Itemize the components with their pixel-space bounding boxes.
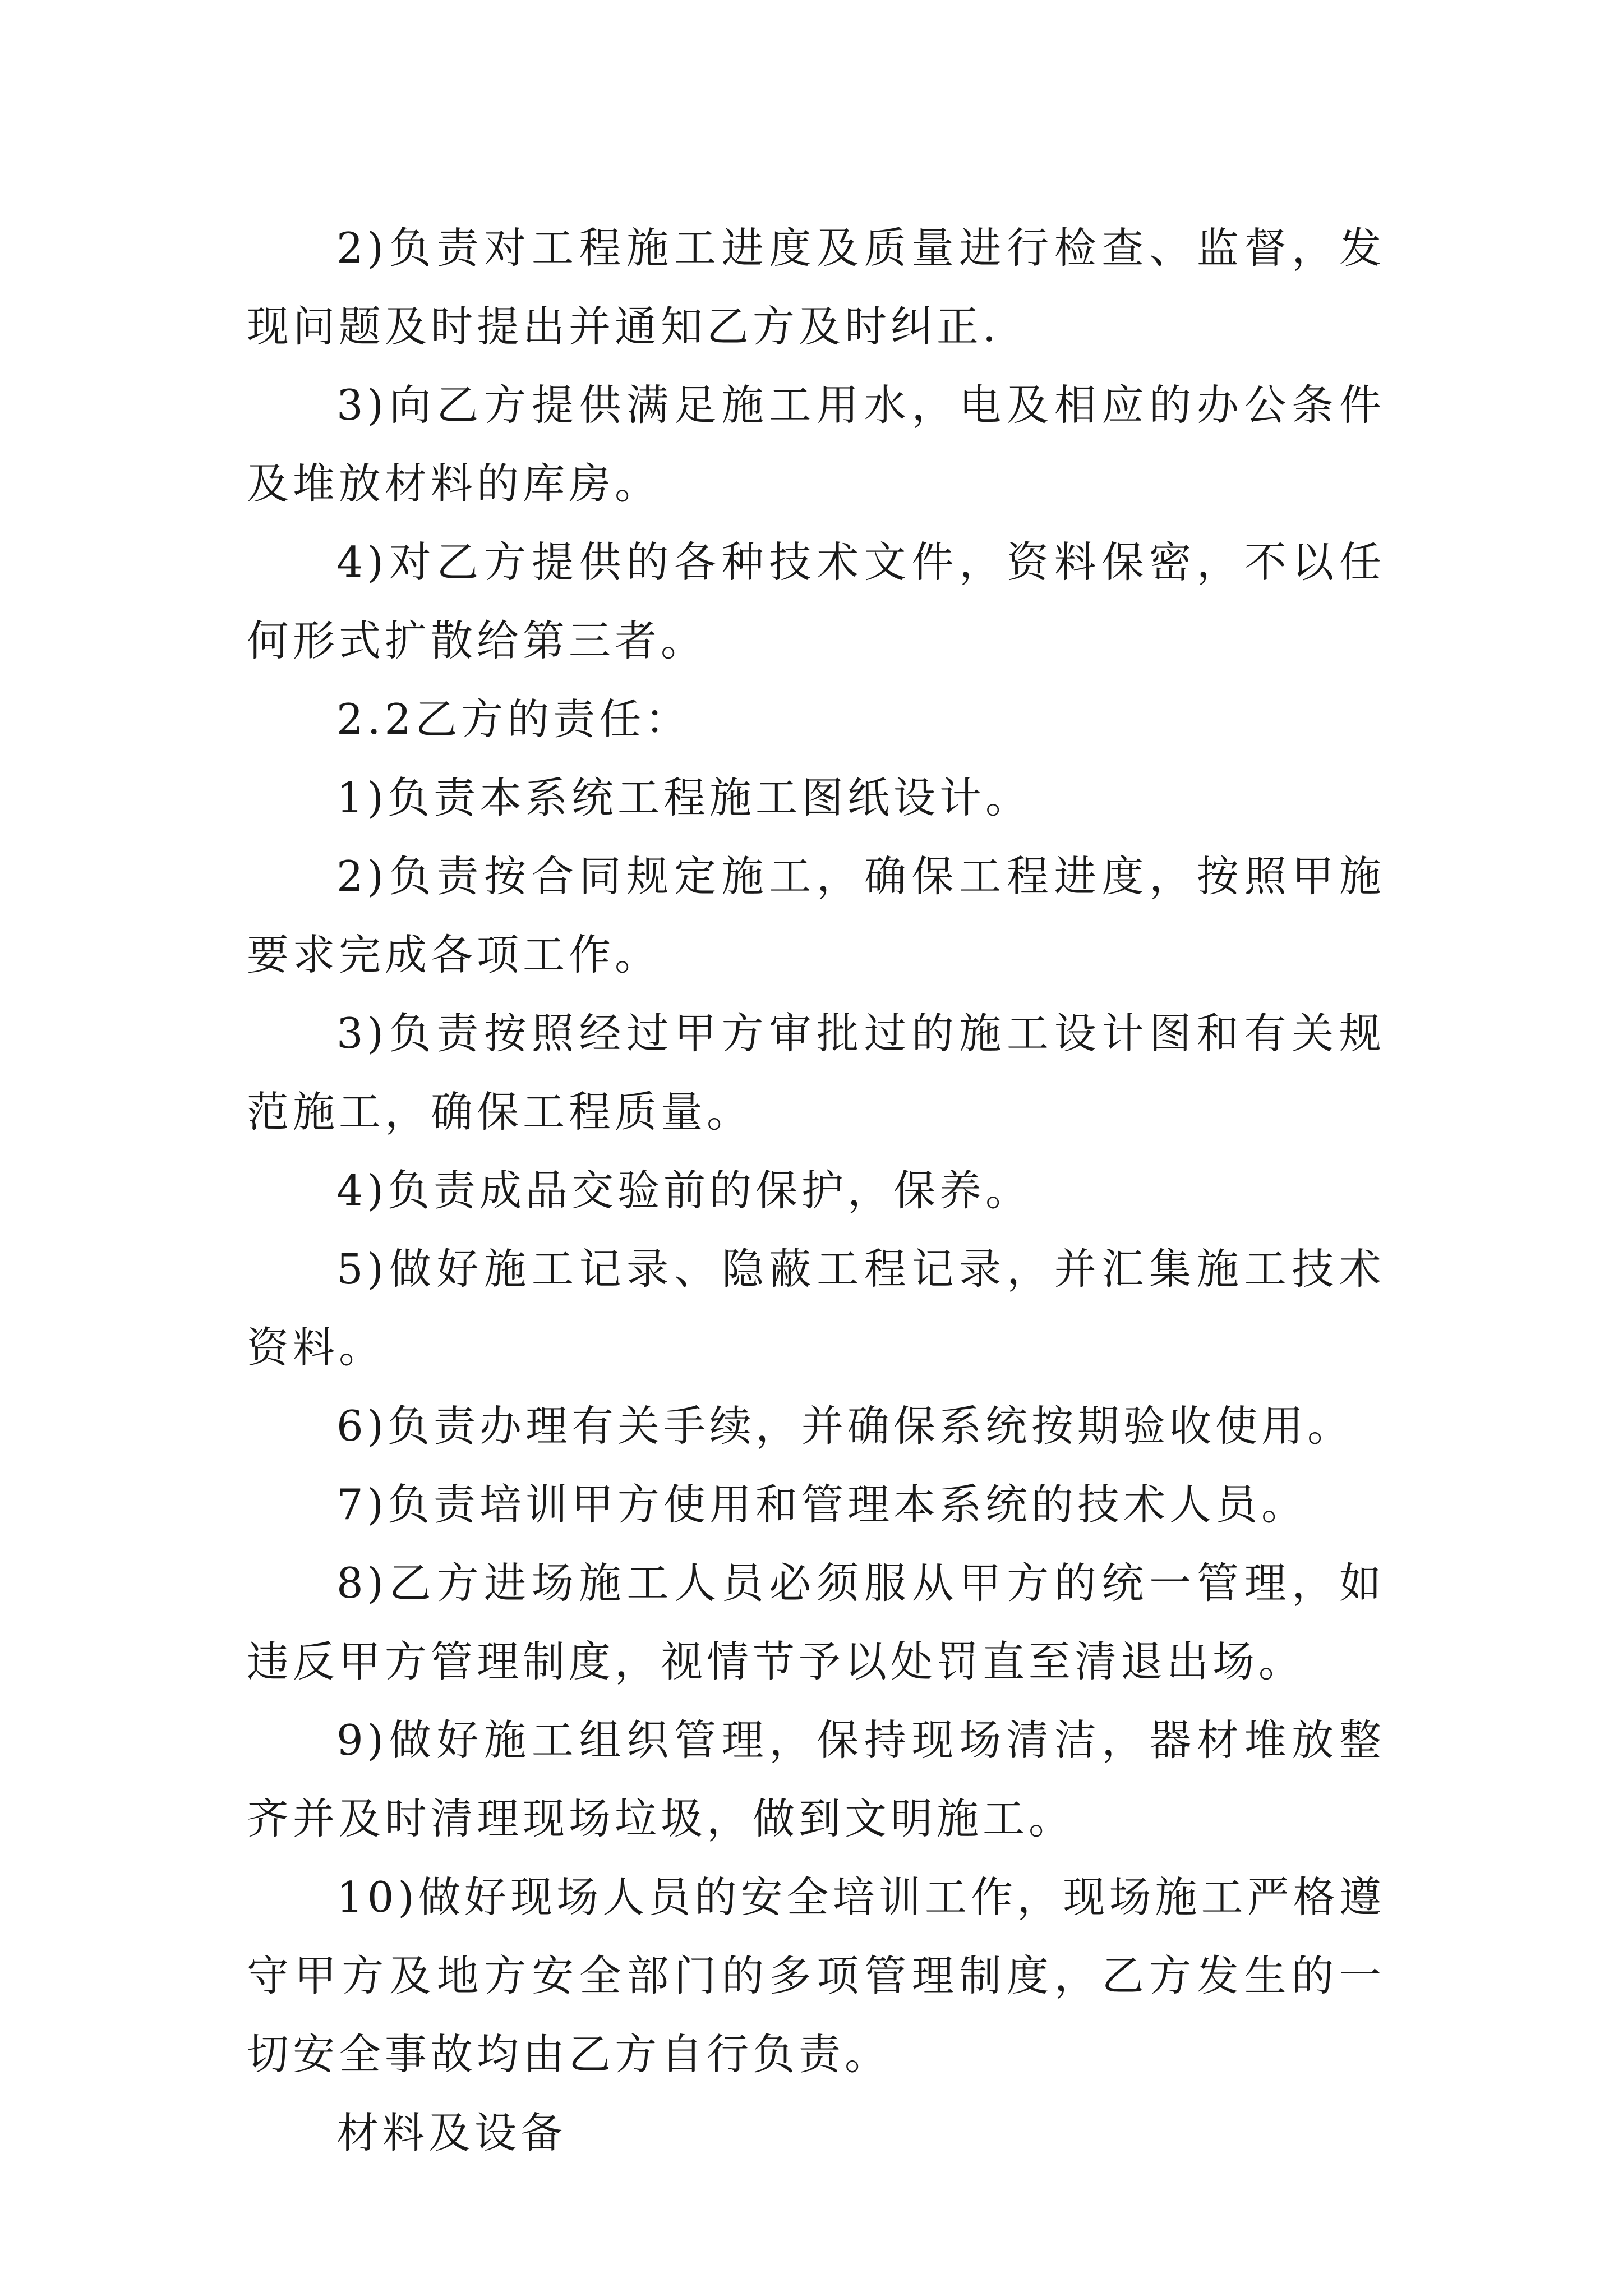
paragraph-b8-management: 8)乙方进场施工人员必须服从甲方的统一管理，如违反甲方管理制度，视情节予以处罚直至清退出场。 (247, 1558, 1385, 1686)
paragraph-3-provide-conditions: 3)向乙方提供满足施工用水，电及相应的办公条件及堆放材料的库房。 (247, 380, 1385, 508)
paragraph-b4-protection: 4)负责成品交验前的保护，保养。 (336, 1166, 1031, 1215)
paragraph-b9-organization: 9)做好施工组织管理，保持现场清洁，器材堆放整齐并及时清理现场垃圾，做到文明施工。 (247, 1715, 1385, 1843)
paragraph-b6-procedures: 6)负责办理有关手续，并确保系统按期验收使用。 (336, 1401, 1353, 1451)
paragraph-2-inspection: 2)负责对工程施工进度及质量进行检查、监督，发现问题及时提出并通知乙方及时纠正. (247, 223, 1385, 351)
document-body (247, 209, 1385, 2172)
paragraph-b10-safety: 10)做好现场人员的安全培训工作，现场施工严格遵守甲方及地方安全部门的多项管理制度，乙方发生的一切安全事故均由乙方自行负责。 (247, 1872, 1385, 2079)
section-heading-materials: 材料及设备 (336, 2108, 567, 2157)
paragraph-b7-training: 7)负责培训甲方使用和管理本系统的技术人员。 (336, 1480, 1307, 1529)
paragraph-b2-schedule: 2)负责按合同规定施工，确保工程进度，按照甲施要求完成各项工作。 (247, 852, 1385, 979)
paragraph-b5-records: 5)做好施工记录、隐蔽工程记录，并汇集施工技术资料。 (247, 1244, 1385, 1372)
paragraph-4-confidentiality: 4)对乙方提供的各种技术文件，资料保密，不以任何形式扩散给第三者。 (247, 537, 1385, 665)
paragraph-b3-quality: 3)负责按照经过甲方审批过的施工设计图和有关规范施工，确保工程质量。 (247, 1009, 1385, 1137)
paragraph-b1-design: 1)负责本系统工程施工图纸设计。 (336, 773, 1031, 822)
section-heading-2-2: 2.2乙方的责任： (336, 694, 691, 744)
